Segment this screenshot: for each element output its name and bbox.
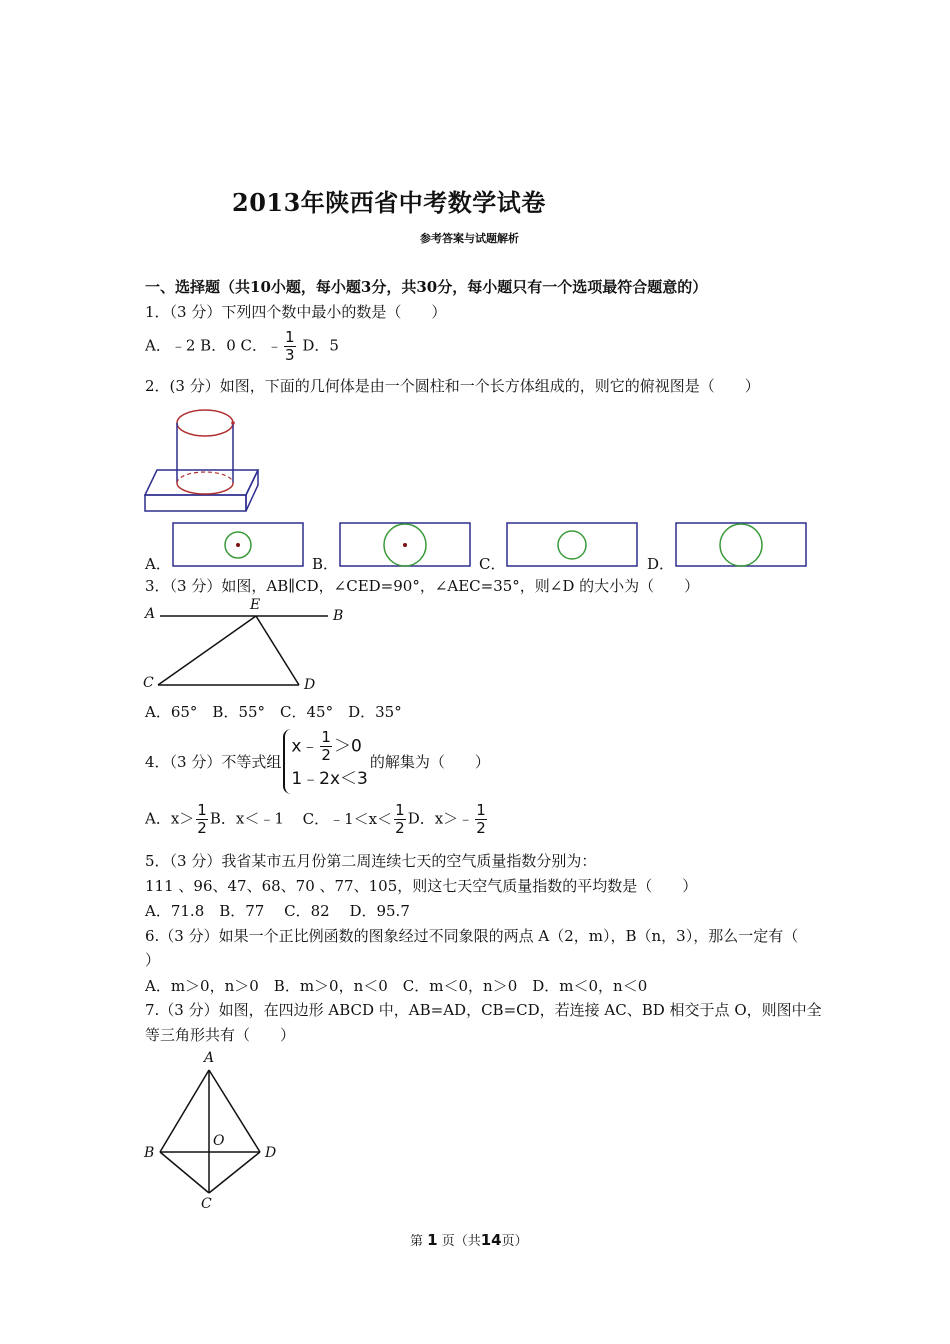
q3-label-a: A [145, 606, 156, 622]
q2-box-front-face [145, 495, 246, 511]
page-title: 2013年陕西省中考数学试卷 [232, 188, 546, 217]
fraction-numerator: 1 [197, 801, 207, 819]
q2-option-d-circle [720, 524, 762, 566]
q4-stem-suffix: 的解集为（ ） [369, 752, 490, 771]
fraction-denominator: 2 [476, 819, 486, 837]
fraction-denominator: 3 [285, 346, 295, 364]
q4-option-b: B．x＜﹣1 [209, 809, 284, 828]
q6-stem: 6.（3 分）如果一个正比例函数的图象经过不同象限的两点 A（2，m），B（n，3），那么一定有（ [145, 927, 799, 945]
q4-option-c: C．﹣1＜x＜ [302, 809, 393, 828]
section-heading-part: 小题，每小题 [270, 278, 361, 296]
q7-label-o: O [213, 1133, 225, 1149]
q4-option-d: D．x＞﹣ [407, 809, 474, 828]
q7-label-a: A [204, 1050, 215, 1066]
q2-option-b-dot [403, 543, 407, 547]
q4-option-a: A．x＞ [145, 809, 195, 828]
section-heading-part: 分，每小题只有一个选项最符合题意的） [437, 278, 708, 296]
q7-stem-line2: 等三角形共有（ ） [145, 1026, 296, 1044]
fraction-numerator: 1 [321, 727, 331, 746]
page-footer [410, 1230, 528, 1249]
q3-label-d: D [304, 677, 316, 693]
q1-option-d: D．5 [302, 336, 339, 355]
q3-line-ed [256, 616, 299, 685]
footer-page-number: 1 [427, 1231, 438, 1249]
q2-option-a-dot [236, 543, 240, 547]
q3-label-e: E [250, 597, 261, 613]
q3-line-ec [158, 616, 256, 685]
q1-option-c: C．﹣ [240, 336, 283, 355]
section-heading-part: 分，共 [371, 278, 417, 296]
q2-option-d-rect [676, 523, 806, 566]
q7-line-bc [160, 1152, 209, 1193]
q2-option-b-label: B． [312, 555, 339, 573]
q3-options: A．65° B．55° C．45° D．35° [145, 703, 402, 721]
q4-options [145, 802, 489, 837]
section-heading-total: 30 [416, 278, 438, 296]
fraction-numerator: 1 [395, 801, 405, 819]
q2-option-c-circle [558, 531, 586, 559]
q6-options: A．m＞0，n＞0 B．m＞0，n＜0 C．m＜0，n＞0 D．m＜0，n＜0 [145, 977, 648, 995]
q4-option-d-fraction [475, 802, 487, 837]
q2-box-top-face [145, 470, 258, 495]
q2-cylinder-bottom-front [177, 483, 233, 494]
q7-label-c: C [201, 1196, 212, 1212]
q4-ineq1-right: ＞0 [333, 736, 362, 756]
q2-box-side-face [246, 470, 258, 511]
fraction-numerator: 1 [476, 801, 486, 819]
q4-stem [145, 726, 490, 796]
q2-option-c-label: C． [479, 555, 506, 573]
q1-stem: 1．（3 分）下列四个数中最小的数是（ ） [145, 303, 447, 321]
q2-cylinder-dot [231, 421, 235, 425]
q1-option-a: A．﹣2 [145, 336, 196, 355]
q2-stem: 2．(3 分）如图，下面的几何体是由一个圆柱和一个长方体组成的，则它的俯视图是（ ） [145, 377, 760, 395]
q5-options: A．71.8 B．77 C．82 D．95.7 [145, 902, 410, 920]
q2-cylinder-top [177, 410, 233, 436]
q7-line-dc [209, 1152, 260, 1193]
q2-option-d-label: D． [647, 555, 675, 573]
q3-label-b: B [333, 608, 344, 624]
footer-total-pages: 14 [480, 1231, 502, 1249]
q4-inequality-2: 1﹣2x＜3 [291, 768, 368, 789]
q1-option-b: B．0 [200, 336, 236, 355]
footer-middle: 页（共 [441, 1234, 481, 1249]
q4-inequality-1 [291, 729, 368, 764]
fraction-denominator: 2 [395, 819, 405, 837]
section-heading-count: 10 [250, 278, 271, 296]
fraction-numerator: 1 [285, 328, 295, 346]
page-subtitle: 参考答案与试题解析 [420, 232, 519, 245]
q7-label-b: B [144, 1145, 155, 1161]
fraction-denominator: 2 [197, 819, 207, 837]
q5-stem: 5．（3 分）我省某市五月份第二周连续七天的空气质量指数分别为： [145, 852, 597, 870]
footer-suffix: 页） [501, 1234, 528, 1249]
section-heading-part: 一、选择题（共 [145, 278, 251, 296]
q2-option-a-label: A． [145, 555, 171, 573]
q4-inequality-system [283, 729, 368, 794]
fraction-denominator: 2 [321, 745, 331, 764]
q2-cylinder-bottom-back [177, 472, 233, 483]
q4-ineq1-left: x﹣ [291, 736, 319, 756]
q3-label-c: C [143, 675, 154, 691]
q4-option-c-fraction [394, 802, 406, 837]
q7-line-ab [160, 1070, 209, 1152]
section-heading-score: 3 [360, 278, 372, 296]
q4-stem-prefix: 4．（3 分）不等式组 [145, 752, 282, 771]
q4-ineq1-fraction [320, 729, 332, 764]
q5-data: 111 、96、47、68、70 、77、105，则这七天空气质量指数的平均数是（ ） [145, 877, 698, 895]
q6-stem-end: ） [145, 951, 161, 969]
q7-label-d: D [265, 1145, 277, 1161]
q7-stem-line1: 7.（3 分）如图，在四边形 ABCD 中，AB=AD，CB=CD，若连接 AC、BD 相交于点 O，则图中全 [145, 1001, 822, 1019]
q3-stem: 3．（3 分）如图，AB∥CD，∠CED=90°，∠AEC=35°，则∠D 的大小为（ ） [145, 577, 700, 595]
q4-option-a-fraction [196, 802, 208, 837]
footer-prefix: 第 [410, 1234, 424, 1249]
